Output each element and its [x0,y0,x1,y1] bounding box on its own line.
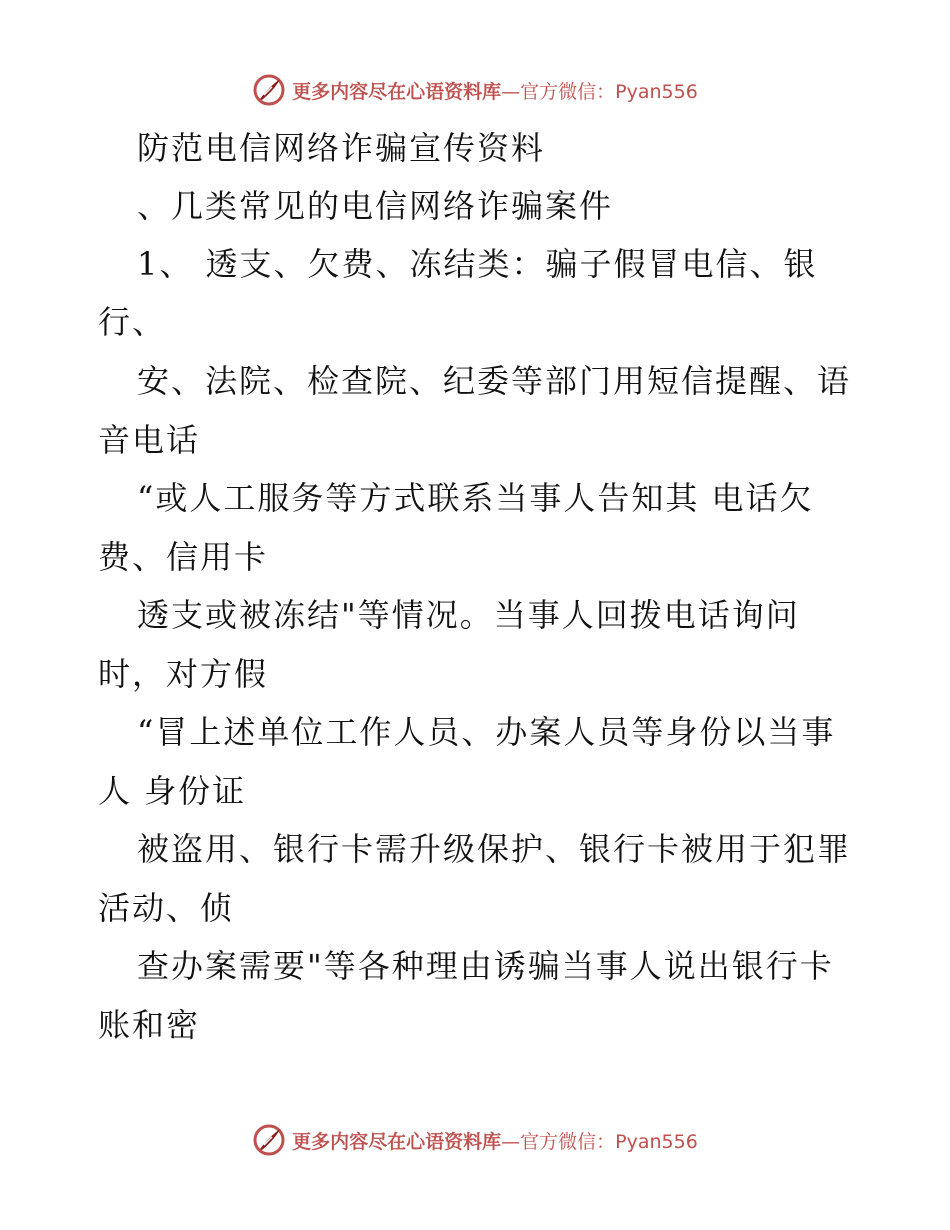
watermark-main-text: 更多内容尽在心语资料库 [292,80,502,103]
paragraph-line: 费、信用卡 [98,538,269,576]
paragraph-line: 人 身份证 [98,772,247,810]
feather-logo-icon [252,1123,286,1157]
watermark-text [292,77,698,104]
paragraph-line: 被盗用、银行卡需升级保护、银行卡被用于犯罪 [137,830,852,868]
paragraph-line: 安、法院、检查院、纪委等部门用短信提醒、语 [137,362,852,400]
paragraph-line: 行、 [98,303,167,341]
paragraph-line: 时，对方假 [98,655,269,693]
document-title: 防范电信网络诈骗宣传资料 [137,129,546,167]
paragraph-line: “冒上述单位工作人员、办案人员等身份以当事 [137,713,836,751]
watermark-dash: — [501,80,521,103]
footer-watermark [0,1120,950,1160]
paragraph-line: 查办案需要"等各种理由诱骗当事人说出银行卡 [137,947,834,985]
header-watermark [0,70,950,110]
paragraph-line: 音电话 [98,421,201,459]
watermark-text [292,1127,698,1154]
section-heading: 、几类常见的电信网络诈骗案件 [137,187,614,225]
watermark-wechat-text: 官方微信：Pyan556 [520,80,698,103]
paragraph-line: 账和密 [98,1006,201,1044]
paragraph-line: “或人工服务等方式联系当事人告知其 电话欠 [137,479,814,517]
watermark-main-text: 更多内容尽在心语资料库 [292,1130,502,1153]
watermark-dash: — [501,1130,521,1153]
paragraph-line: 活动、侦 [98,889,235,927]
paragraph-line: 透支或被冻结"等情况。当事人回拨电话询问 [137,596,800,634]
watermark-wechat-text: 官方微信：Pyan556 [520,1130,698,1153]
feather-logo-icon [252,73,286,107]
paragraph-line: 1、 透支、欠费、冻结类：骗子假冒电信、银 [137,245,818,283]
